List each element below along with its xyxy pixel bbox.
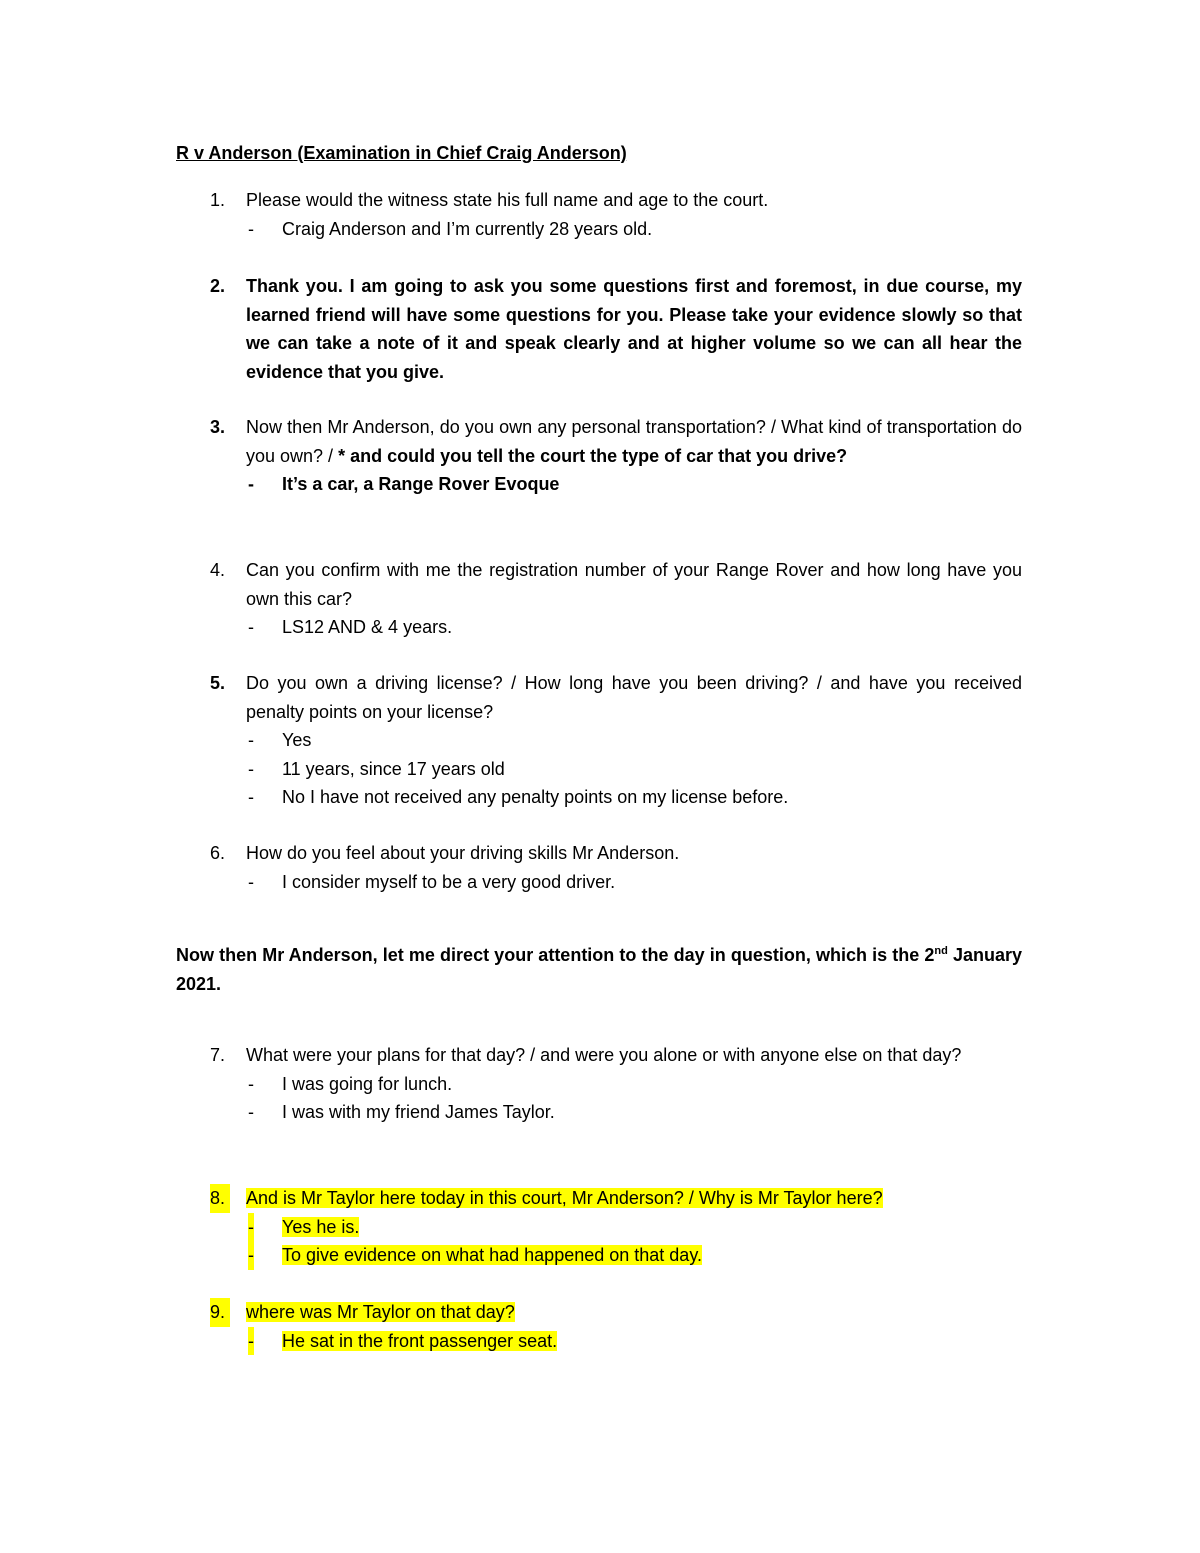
question-number: 1.: [210, 190, 226, 210]
question-number: 8.: [210, 1184, 230, 1213]
answer-dash: -: [248, 1241, 254, 1270]
question-3: [176, 413, 1022, 499]
answer-item: [246, 470, 1022, 499]
intro-text-after: January 2021.: [176, 945, 1022, 994]
answer-dash: -: [248, 1102, 254, 1122]
section-intro-paragraph: [176, 941, 1022, 999]
question-text: Do you own a driving license? / How long have you been driving? / and have you received penalty points on your license?: [246, 673, 1022, 722]
highlighted-question-text: where was Mr Taylor on that day?: [246, 1302, 515, 1322]
answer-dash: -: [248, 1327, 254, 1356]
question-number: 6.: [210, 843, 226, 863]
answer-dash: -: [248, 871, 254, 892]
answer-item: [246, 1213, 1022, 1242]
answer-text: Craig Anderson and I’m currently 28 years old.: [282, 218, 653, 239]
answer-item: [246, 1070, 996, 1099]
highlighted-question-text: And is Mr Taylor here today in this court, Mr Anderson? / Why is Mr Taylor here?: [246, 1188, 883, 1208]
question-8: [176, 1184, 1022, 1270]
question-text: Please would the witness state his full name and age to the court.: [246, 190, 769, 210]
answer-item: [246, 1327, 1022, 1356]
question-text: [246, 1298, 1022, 1327]
question-number: 9.: [210, 1298, 230, 1327]
question-text: Thank you. I am going to ask you some questions first and foremost, in due course, my learned friend will have some questions for you. Please take your evidence slowly so that we can take a note of it and speak clearly and at higher volume so we can all hear the evidence that you give.: [246, 276, 1022, 382]
answer-dash: -: [248, 758, 254, 779]
question-7: [176, 1041, 996, 1127]
answer-text: LS12 AND & 4 years.: [282, 617, 453, 637]
question-6: [176, 839, 1022, 896]
answer-text: Yes: [282, 730, 312, 750]
answer-dash: -: [248, 1073, 254, 1094]
question-number: 2.: [210, 276, 226, 296]
question-4: [176, 556, 1022, 642]
answer-dash: -: [248, 787, 254, 807]
answer-text: I was with my friend James Taylor.: [282, 1102, 555, 1122]
answer-item: [246, 726, 1022, 755]
question-text: What were your plans for that day? / and were you alone or with anyone else on that day?: [246, 1045, 962, 1065]
question-number: 5.: [210, 673, 226, 693]
answer-item: [246, 755, 1022, 784]
answer-dash: -: [248, 218, 254, 239]
answer-dash: -: [248, 1213, 254, 1242]
answer-text: 11 years, since 17 years old: [282, 758, 505, 779]
question-5: [176, 669, 1022, 812]
question-text-plain: Now then Mr Anderson, do you own any personal transportation? / What kind of transportation do you own? /: [246, 417, 1022, 466]
highlighted-answer-text: He sat in the front passenger seat.: [282, 1330, 558, 1351]
answer-dash: -: [248, 474, 254, 494]
intro-text-before: Now then Mr Anderson, let me direct your attention to the day in question, which is the 2: [176, 945, 935, 965]
answer-dash: -: [248, 617, 254, 637]
answer-item: [246, 783, 1022, 812]
question-text: How do you feel about your driving skills Mr Anderson.: [246, 843, 680, 863]
ordinal-suffix: nd: [934, 945, 948, 957]
answer-dash: -: [248, 730, 254, 750]
question-text: [246, 413, 1022, 470]
question-number: 7.: [210, 1045, 226, 1065]
highlighted-answer-text: Yes he is.: [282, 1216, 360, 1237]
answer-item: [246, 1241, 1022, 1270]
answer-item: [246, 215, 1022, 244]
answer-text: No I have not received any penalty points on my license before.: [282, 787, 789, 807]
question-text-bold: * and could you tell the court the type of car that you drive?: [338, 445, 848, 466]
question-2: [176, 272, 1022, 386]
question-1: [176, 186, 1022, 243]
answer-item: [246, 1098, 996, 1127]
question-9: [176, 1298, 1022, 1355]
question-text: [246, 1184, 1022, 1213]
question-text: Can you confirm with me the registration number of your Range Rover and how long have you own this car?: [246, 560, 1022, 609]
document-title: R v Anderson (Examination in Chief Craig Anderson): [176, 143, 627, 163]
answer-item: [246, 868, 1022, 897]
highlighted-answer-text: To give evidence on what had happened on that day.: [282, 1245, 702, 1265]
answer-item: [246, 613, 1022, 642]
question-number: 4.: [210, 560, 226, 580]
answer-text: I was going for lunch.: [282, 1073, 453, 1094]
question-number: 3.: [210, 417, 226, 437]
answer-text: I consider myself to be a very good driver.: [282, 871, 616, 892]
answer-text: It’s a car, a Range Rover Evoque: [282, 474, 560, 494]
